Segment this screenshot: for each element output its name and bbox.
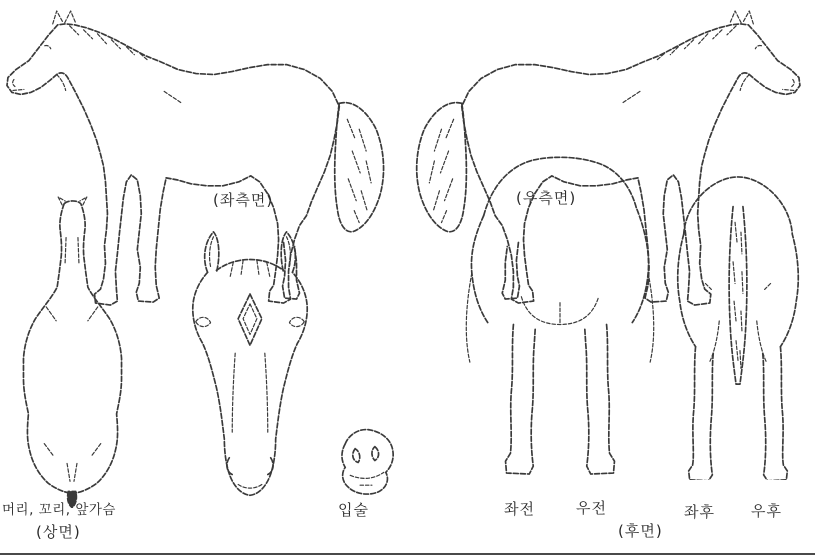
- label-right-fore-leg: 우전: [576, 499, 607, 517]
- label-left-fore-leg: 좌전: [504, 500, 535, 518]
- label-left-side-view: (좌측면): [213, 191, 274, 209]
- label-right-hind-leg: 우후: [751, 502, 782, 520]
- muzzle-drawing: [330, 424, 402, 498]
- label-rear-view: (후면): [618, 522, 663, 540]
- rear-view-horse-drawing: [664, 162, 812, 480]
- label-muzzle: 입술: [338, 501, 369, 519]
- front-head-view-drawing: [176, 226, 324, 514]
- label-top-view-caption: 머리, 꼬리, 앞가슴: [2, 502, 116, 518]
- label-top-view: (상면): [36, 523, 81, 541]
- label-left-hind-leg: 좌후: [684, 503, 715, 521]
- label-right-side-view: (우측면): [516, 189, 577, 207]
- top-view-horse-drawing: [8, 196, 138, 508]
